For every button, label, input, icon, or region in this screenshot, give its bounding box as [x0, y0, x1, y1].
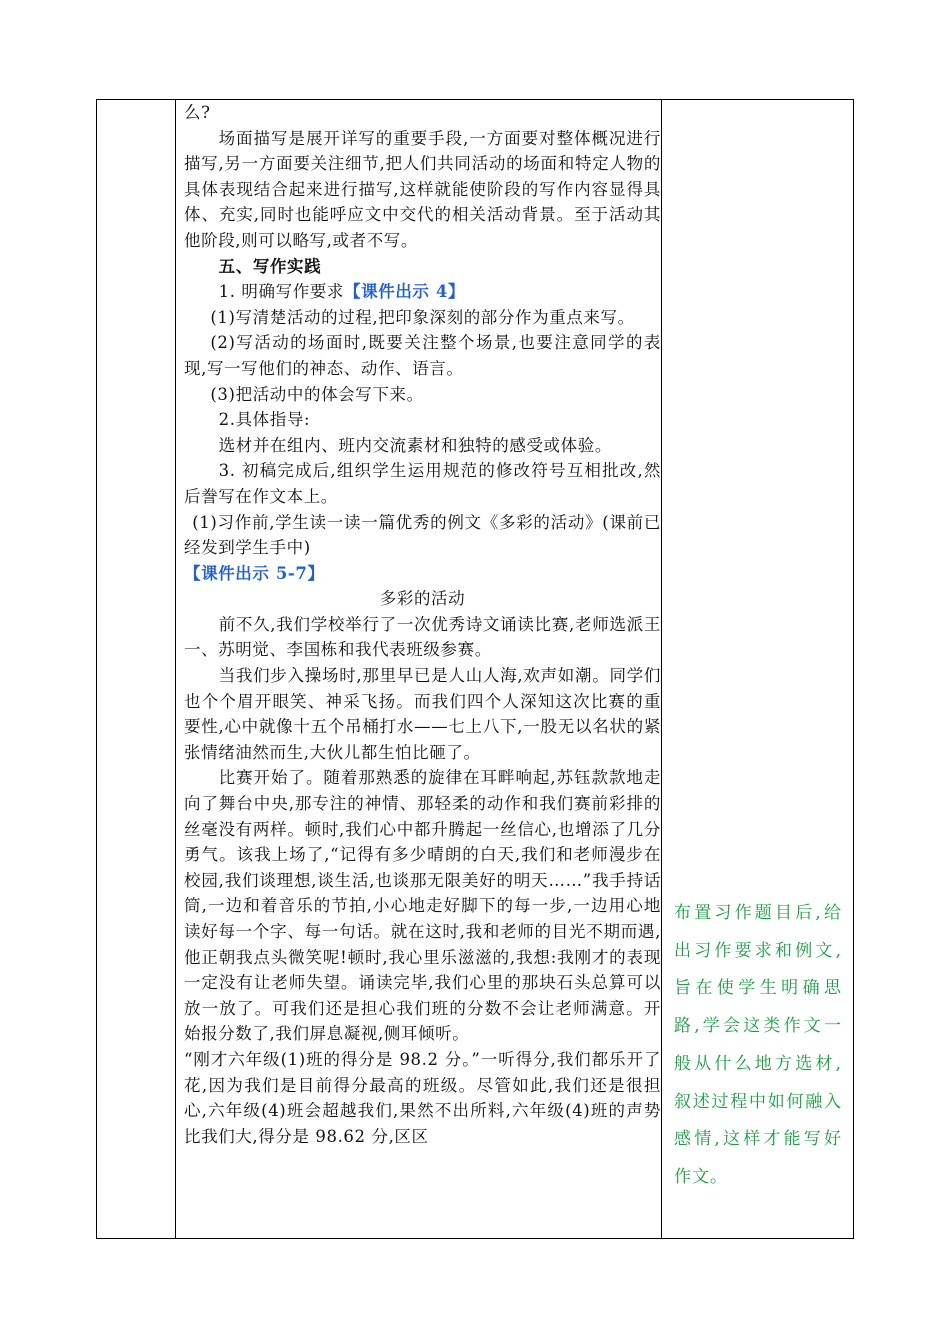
teaching-process-column: [184, 100, 661, 1238]
writing-requirements-line: [184, 279, 661, 305]
step-3-revision: 3. 初稿完成后,组织学生运用规范的修改符号互相批改,然后誊写在作文本上。: [184, 461, 661, 506]
requirement-2: (2)写活动的场面时,既要关注整个场景,也要注意同学的表现,写一写他们的神态、动作、语言。: [184, 333, 661, 378]
courseware-tag-4: 【课件出示 4】: [344, 282, 466, 302]
requirement-1: (1)写清楚活动的过程,把印象深刻的部分作为重点来写。: [210, 307, 635, 327]
essay-title: 多彩的活动: [379, 589, 466, 609]
lesson-table: [96, 99, 854, 1239]
paragraph-scene-description: 场面描写是展开详写的重要手段,一方面要对整体概况进行描写,另一方面要关注细节,把人们共同活动的场面和特定人物的具体表现结合起来进行描写,这样就能使阶段的写作内容显得具体、充实,同时也能呼应文中交代的相关活动背景。至于活动其他阶段,则可以略写,或者不写。: [184, 128, 661, 250]
text-fragment: 么?: [184, 103, 211, 122]
guidance-label: 2.具体指导:: [218, 410, 311, 430]
essay-paragraph-3: 比赛开始了。随着那熟悉的旋律在耳畔响起,苏钰款款地走向了舞台中央,那专注的神情、那轻柔的动作和我们赛前彩排的丝毫没有两样。顿时,我们心中都升腾起一丝信心,也增添了几分勇气。该我上场了,“记得有多少晴朗的白天,我们和老师漫步在校园,我们谈理想,谈生活,也谈那无限美好的明天……”我手持话筒,一边和着音乐的节拍,小心地走好脚下的每一步,一边用心地读好每一个字、每一句话。就在这时,我和老师的目光不期而遇,他正朝我点头微笑呢!顿时,我心里乐滋滋的,我想:我刚才的表现一定没有让老师失望。诵读完毕,我们心里的那块石头总算可以放一放了。可我们还是担心我们班的分数不会让老师满意。开始报分数了,我们屏息凝视,侧耳倾听。: [184, 768, 661, 1044]
essay-paragraph-4: “刚才六年级(1)班的得分是 98.2 分。”一听得分,我们都乐开了花,因为我们是目前得分最高的班级。尽管如此,我们还是很担心,六年级(4)班会超越我们,果然不出所料,六年级(4)班的声势比我们大,得分是 98.62 分,区区: [184, 1049, 661, 1146]
column-divider-right: [661, 100, 662, 1238]
design-intent-note: 布置习作题目后,给出习作要求和例文,旨在使学生明确思路,学会这类作文一般从什么地方选材,叙述过程中如何融入感情,这样才能写好作文。: [674, 903, 842, 1187]
courseware-tag-5-7: 【课件出示 5-7】: [184, 563, 325, 583]
essay-paragraph-2: 当我们步入操场时,那里早已是人山人海,欢声如潮。同学们也个个眉开眼笑、神采飞扬。而我们四个人深知这次比赛的重要性,心中就像十五个吊桶打水——七上八下,一股无以名状的紧张情绪油然而生,大伙儿都生怕比砸了。: [184, 666, 661, 762]
design-intent-column: [664, 100, 852, 1238]
prewriting-note: (1)习作前,学生读一读一篇优秀的例文《多彩的活动》(课前已经发到学生手中): [184, 512, 661, 558]
requirements-label: 1. 明确写作要求: [218, 282, 345, 302]
requirement-3: (3)把活动中的体会写下来。: [210, 384, 424, 404]
guidance-text: 选材并在组内、班内交流素材和独特的感受或体验。: [218, 435, 612, 455]
column-divider-left: [175, 100, 176, 1238]
section-heading-writing-practice: 五、写作实践: [218, 256, 322, 276]
essay-paragraph-1: 前不久,我们学校举行了一次优秀诗文诵读比赛,老师选派王一、苏明觉、李国栋和我代表班级参赛。: [184, 614, 661, 660]
